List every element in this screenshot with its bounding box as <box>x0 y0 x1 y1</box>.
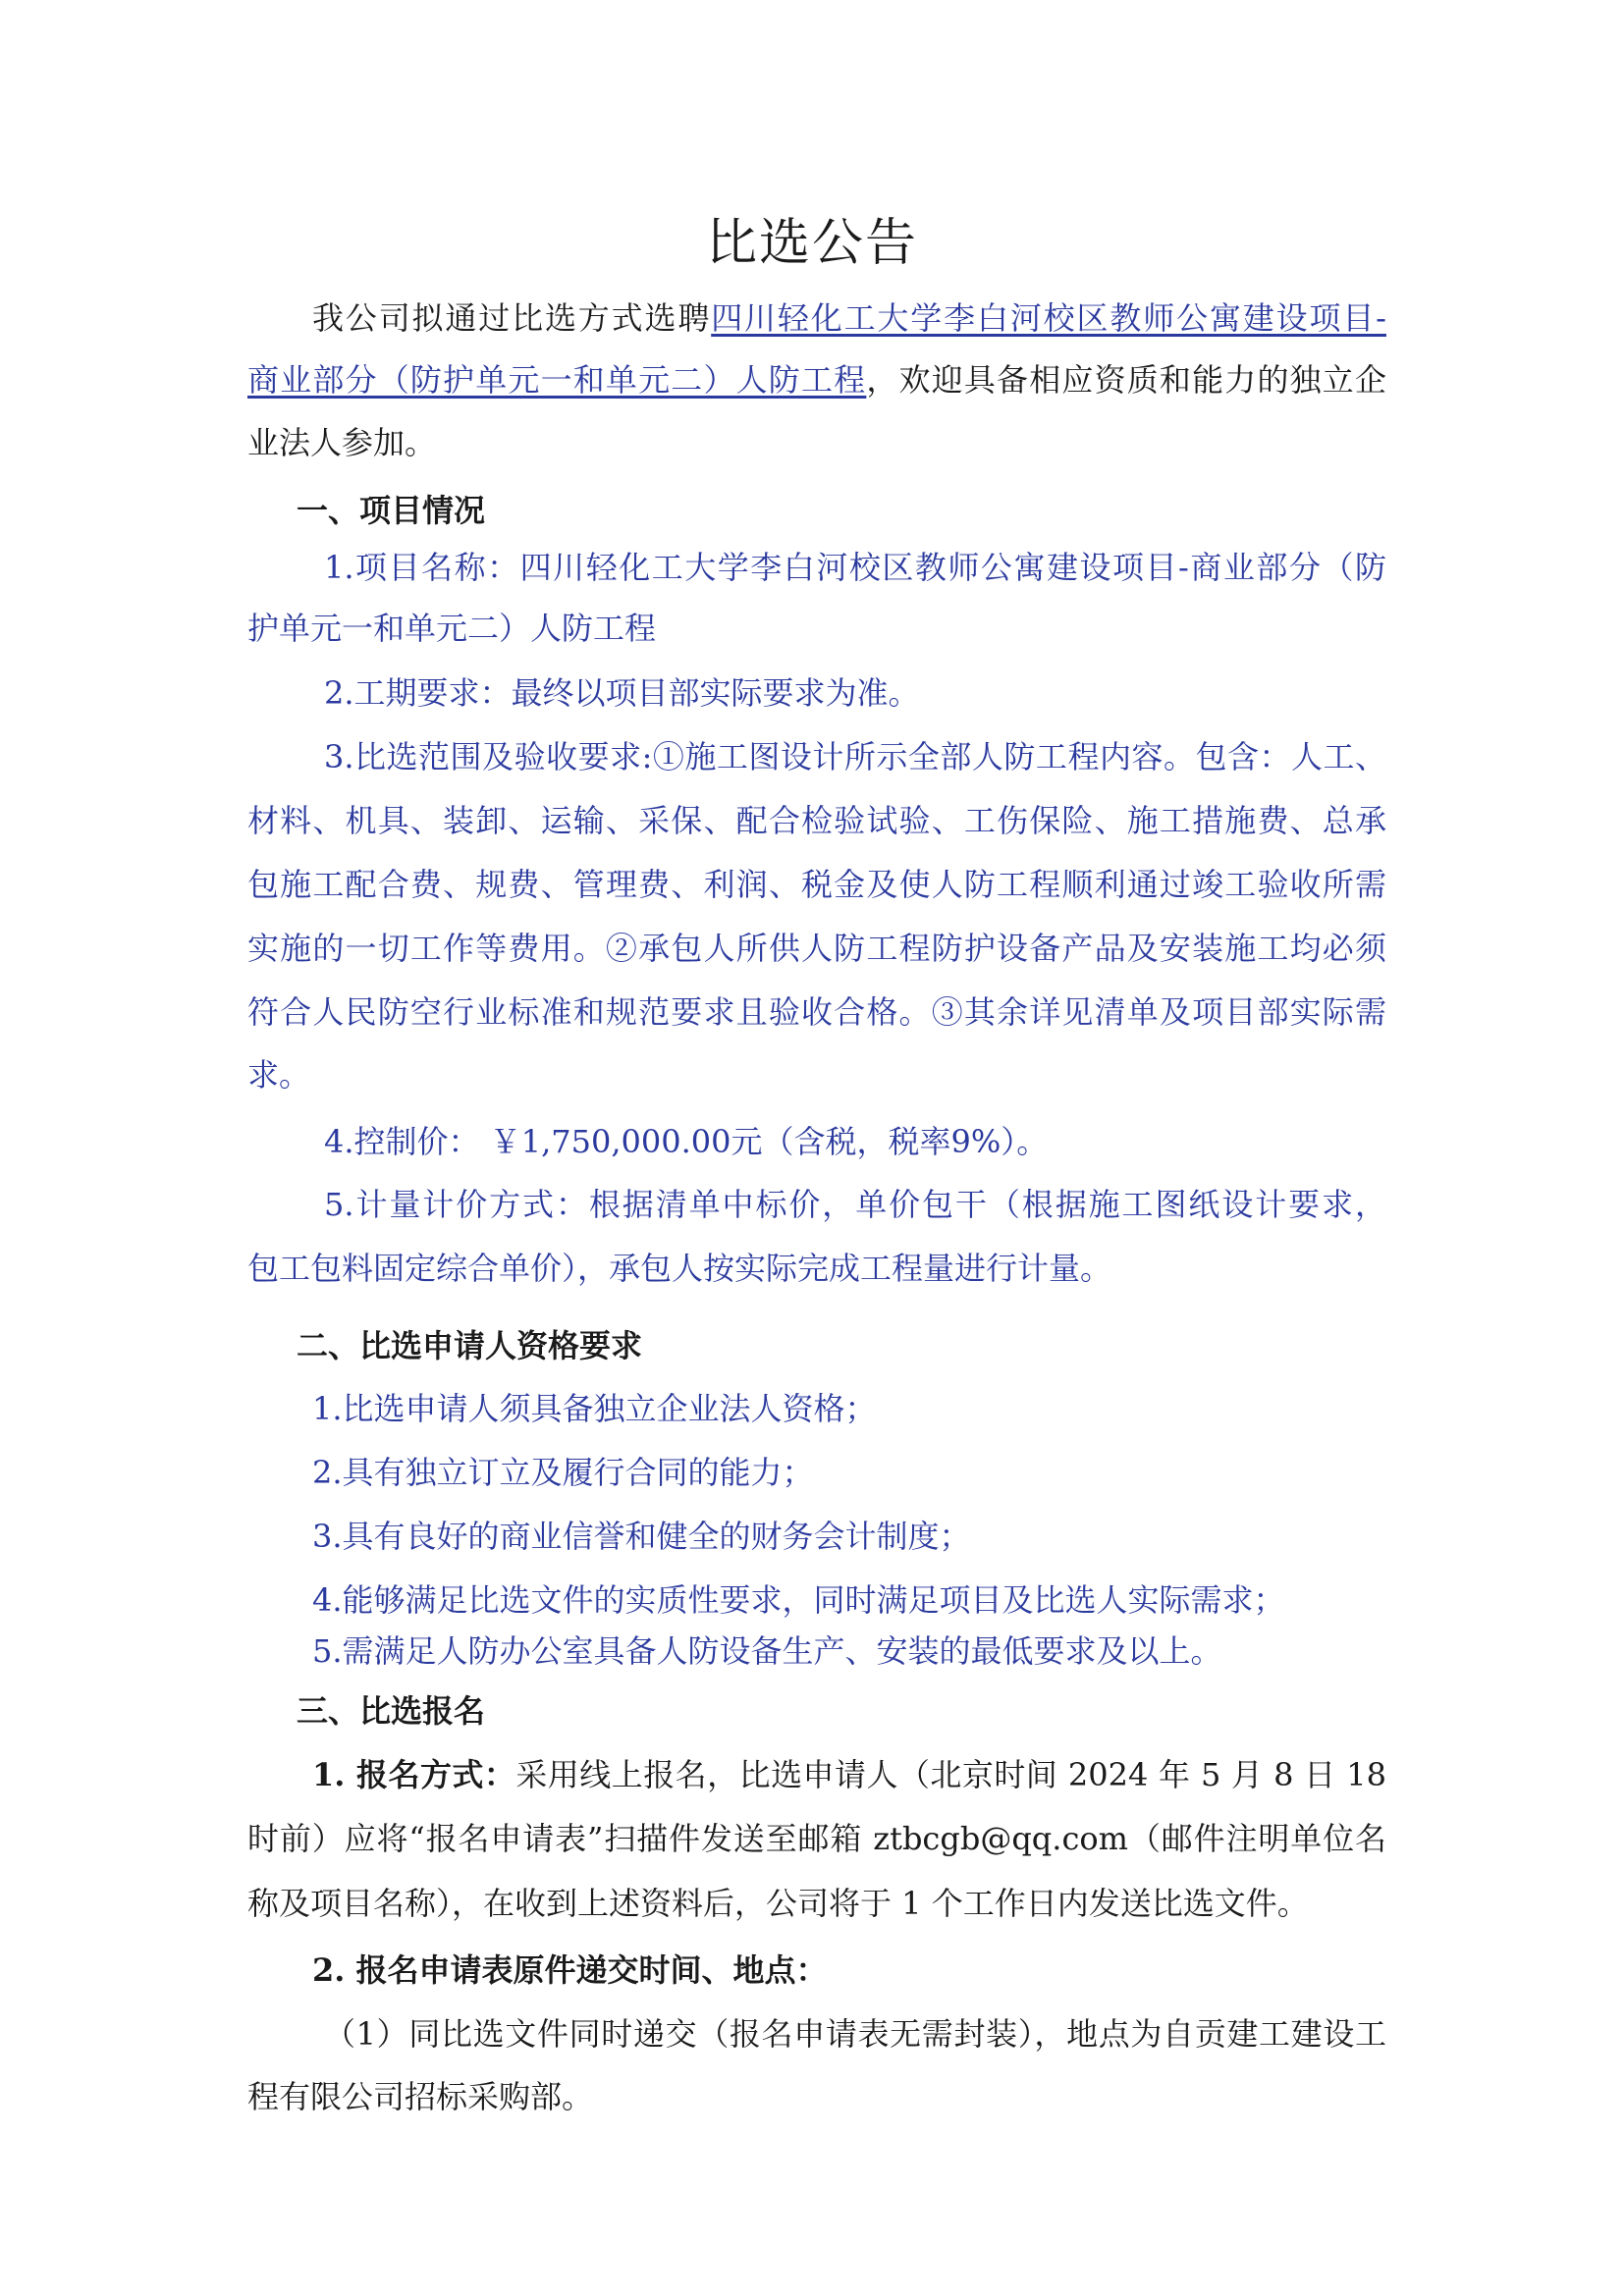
registration-sub-1-line-1: （1）同比选文件同时递交（报名申请表无需封装），地点为自贡建工建设工 <box>324 2015 1386 2053</box>
item-1-3-line-2: 材料、机具、装卸、运输、采保、配合检验试验、工伤保险、施工措施费、总承 <box>247 802 1386 839</box>
qualification-item-1: 1.比选申请人须具备独立企业法人资格； <box>312 1390 877 1427</box>
registration-method-label: 1. 报名方式： <box>312 1756 516 1793</box>
qualification-item-2: 2.具有独立订立及履行合同的能力； <box>312 1454 814 1491</box>
item-1-3-line-1: 3.比选范围及验收要求:①施工图设计所示全部人防工程内容。包含：人工、 <box>324 738 1386 775</box>
registration-item-1-line-1 <box>312 1753 1386 1796</box>
item-1-5-line-2: 包工包料固定综合单价），承包人按实际完成工程量进行计量。 <box>247 1250 1112 1287</box>
qualification-item-3: 3.具有良好的商业信誉和健全的财务会计制度； <box>312 1518 971 1555</box>
qualification-item-5: 5.需满足人防办公室具备人防设备生产、安装的最低要求及以上。 <box>312 1632 1222 1670</box>
item-1-4-control-price: 4.控制价： ￥1,750,000.00元（含税，税率9%）。 <box>324 1123 1049 1160</box>
registration-sub-1-line-2: 程有限公司招标采购部。 <box>247 2078 594 2115</box>
page-title: 比选公告 <box>705 214 918 273</box>
item-1-2: 2.工期要求：最终以项目部实际要求为准。 <box>324 674 920 712</box>
item-1-3-line-4: 实施的一切工作等费用。②承包人所供人防工程防护设备产品及安装施工均必须 <box>247 930 1386 967</box>
project-link-part-1[interactable]: 四川轻化工大学李白河校区教师公寓建设项目- <box>711 299 1386 337</box>
registration-method-text: 采用线上报名，比选申请人（北京时间 2024 年 5 月 8 日 18 <box>515 1756 1386 1793</box>
project-link-part-2[interactable]: 商业部分（防护单元一和单元二）人防工程 <box>247 361 867 399</box>
item-1-3-line-6: 求。 <box>247 1056 311 1094</box>
intro-suffix: ，欢迎具备相应资质和能力的独立企 <box>866 361 1386 399</box>
intro-line-1 <box>312 296 1386 340</box>
section-3-heading: 三、比选报名 <box>297 1692 486 1730</box>
intro-line-2 <box>247 358 1386 401</box>
section-2-heading: 二、比选申请人资格要求 <box>297 1327 643 1364</box>
section-1-heading: 一、项目情况 <box>297 492 486 529</box>
item-1-1-line-2: 护单元一和单元二）人防工程 <box>247 610 657 647</box>
registration-item-1-line-3: 称及项目名称），在收到上述资料后，公司将于 1 个工作日内发送比选文件。 <box>247 1885 1309 1922</box>
intro-prefix: 我公司拟通过比选方式选聘 <box>312 299 712 337</box>
item-1-5-line-1: 5.计量计价方式：根据清单中标价，单价包干（根据施工图纸设计要求， <box>324 1186 1386 1223</box>
qualification-item-4: 4.能够满足比选文件的实质性要求，同时满足项目及比选人实际需求； <box>312 1581 1285 1619</box>
item-1-1-line-1: 1.项目名称：四川轻化工大学李白河校区教师公寓建设项目-商业部分（防 <box>324 549 1386 586</box>
item-1-3-line-5: 符合人民防空行业标准和规范要求且验收合格。③其余详见清单及项目部实际需 <box>247 993 1386 1031</box>
registration-item-1-line-2: 时前）应将“报名申请表”扫描件发送至邮箱 ztbcgb@qq.com（邮件注明单位名 <box>247 1820 1386 1857</box>
registration-item-2-heading: 2. 报名申请表原件递交时间、地点： <box>312 1951 828 1989</box>
intro-line-3: 业法人参加。 <box>247 424 437 461</box>
item-1-3-line-3: 包施工配合费、规费、管理费、利润、税金及使人防工程顺利通过竣工验收所需 <box>247 866 1386 903</box>
